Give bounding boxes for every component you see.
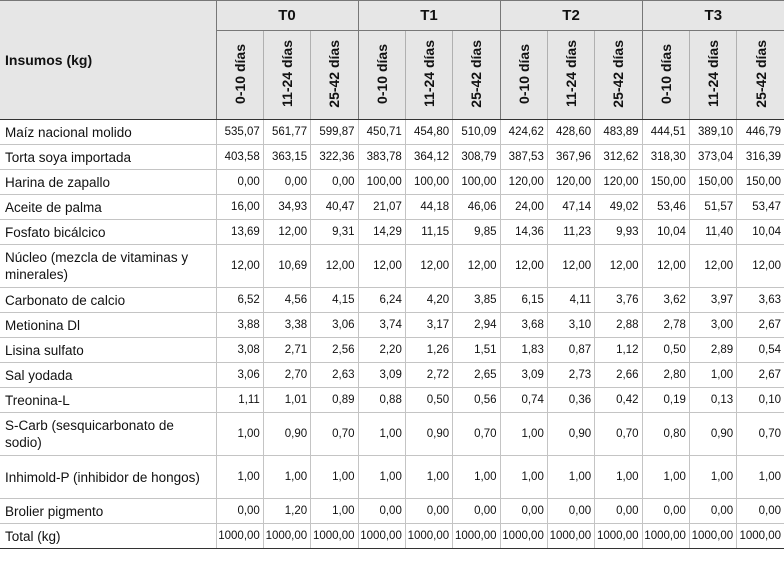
value-cell: 1,00 <box>405 456 452 499</box>
value-cell: 100,00 <box>405 170 452 195</box>
value-cell: 0,70 <box>453 413 500 456</box>
value-cell: 1000,00 <box>405 524 452 549</box>
period-header <box>311 31 358 120</box>
value-cell: 1,01 <box>263 388 310 413</box>
value-cell: 47,14 <box>547 195 594 220</box>
value-cell: 2,71 <box>263 338 310 363</box>
value-cell: 14,36 <box>500 220 547 245</box>
value-cell: 21,07 <box>358 195 405 220</box>
value-cell: 0,50 <box>642 338 689 363</box>
table-row <box>0 413 784 456</box>
value-cell: 0,80 <box>642 413 689 456</box>
total-row <box>0 524 784 549</box>
value-cell: 1,11 <box>216 388 263 413</box>
value-cell: 1000,00 <box>311 524 358 549</box>
table-row <box>0 170 784 195</box>
period-header <box>737 31 784 120</box>
value-cell: 316,39 <box>737 145 784 170</box>
value-cell: 2,70 <box>263 363 310 388</box>
value-cell: 3,62 <box>642 288 689 313</box>
period-header <box>642 31 689 120</box>
value-cell: 1,26 <box>405 338 452 363</box>
value-cell: 0,00 <box>216 499 263 524</box>
value-cell: 12,00 <box>642 245 689 288</box>
value-cell: 2,73 <box>547 363 594 388</box>
insumo-label: Inhimold-P (inhibidor de hongos) <box>0 456 216 499</box>
value-cell: 561,77 <box>263 120 310 145</box>
value-cell: 0,89 <box>311 388 358 413</box>
table-row <box>0 313 784 338</box>
table-row <box>0 363 784 388</box>
value-cell: 100,00 <box>358 170 405 195</box>
group-header-t0: T0 <box>216 1 358 31</box>
value-cell: 0,00 <box>311 170 358 195</box>
value-cell: 3,09 <box>358 363 405 388</box>
value-cell: 2,63 <box>311 363 358 388</box>
table-row <box>0 338 784 363</box>
table-row <box>0 195 784 220</box>
value-cell: 599,87 <box>311 120 358 145</box>
value-cell: 446,79 <box>737 120 784 145</box>
value-cell: 1000,00 <box>263 524 310 549</box>
insumo-label: Treonina-L <box>0 388 216 413</box>
value-cell: 12,00 <box>311 245 358 288</box>
table-row <box>0 145 784 170</box>
period-label: 25-42 días <box>752 39 769 108</box>
insumo-label: S-Carb (sesquicarbonato de sodio) <box>0 413 216 456</box>
value-cell: 12,00 <box>358 245 405 288</box>
period-label: 25-42 días <box>468 39 485 108</box>
value-cell: 12,00 <box>737 245 784 288</box>
value-cell: 14,29 <box>358 220 405 245</box>
value-cell: 3,17 <box>405 313 452 338</box>
value-cell: 1,00 <box>595 456 642 499</box>
value-cell: 1,00 <box>263 456 310 499</box>
value-cell: 10,04 <box>737 220 784 245</box>
value-cell: 0,87 <box>547 338 594 363</box>
value-cell: 12,00 <box>595 245 642 288</box>
value-cell: 387,53 <box>500 145 547 170</box>
value-cell: 0,90 <box>689 413 736 456</box>
period-header <box>405 31 452 120</box>
value-cell: 0,88 <box>358 388 405 413</box>
value-cell: 1,00 <box>689 456 736 499</box>
value-cell: 3,88 <box>216 313 263 338</box>
value-cell: 1,00 <box>358 456 405 499</box>
value-cell: 2,88 <box>595 313 642 338</box>
value-cell: 12,00 <box>453 245 500 288</box>
value-cell: 150,00 <box>689 170 736 195</box>
group-header-row <box>0 1 784 31</box>
value-cell: 1000,00 <box>547 524 594 549</box>
table-row <box>0 388 784 413</box>
period-label: 25-42 días <box>326 39 343 108</box>
value-cell: 308,79 <box>453 145 500 170</box>
value-cell: 424,62 <box>500 120 547 145</box>
period-label: 11-24 días <box>705 40 722 107</box>
value-cell: 3,74 <box>358 313 405 338</box>
value-cell: 450,71 <box>358 120 405 145</box>
table-row <box>0 499 784 524</box>
insumos-header: Insumos (kg) <box>0 1 216 120</box>
value-cell: 1,00 <box>642 456 689 499</box>
value-cell: 0,00 <box>358 499 405 524</box>
value-cell: 0,42 <box>595 388 642 413</box>
value-cell: 0,90 <box>547 413 594 456</box>
value-cell: 12,00 <box>216 245 263 288</box>
value-cell: 0,00 <box>405 499 452 524</box>
value-cell: 1,00 <box>311 499 358 524</box>
insumo-label: Núcleo (mezcla de vitaminas y minerales) <box>0 245 216 288</box>
value-cell: 0,90 <box>405 413 452 456</box>
value-cell: 100,00 <box>453 170 500 195</box>
value-cell: 9,85 <box>453 220 500 245</box>
value-cell: 1,00 <box>358 413 405 456</box>
value-cell: 1000,00 <box>689 524 736 549</box>
table-row <box>0 120 784 145</box>
value-cell: 4,56 <box>263 288 310 313</box>
value-cell: 389,10 <box>689 120 736 145</box>
value-cell: 13,69 <box>216 220 263 245</box>
value-cell: 0,54 <box>737 338 784 363</box>
value-cell: 0,50 <box>405 388 452 413</box>
insumo-label: Aceite de palma <box>0 195 216 220</box>
value-cell: 0,00 <box>216 170 263 195</box>
value-cell: 11,23 <box>547 220 594 245</box>
value-cell: 3,09 <box>500 363 547 388</box>
value-cell: 454,80 <box>405 120 452 145</box>
value-cell: 3,08 <box>216 338 263 363</box>
period-label: 11-24 días <box>421 40 437 107</box>
insumo-label: Torta soya importada <box>0 145 216 170</box>
value-cell: 1000,00 <box>216 524 263 549</box>
period-header <box>216 31 263 120</box>
value-cell: 4,15 <box>311 288 358 313</box>
insumo-label: Brolier pigmento <box>0 499 216 524</box>
value-cell: 120,00 <box>595 170 642 195</box>
value-cell: 3,76 <box>595 288 642 313</box>
value-cell: 120,00 <box>500 170 547 195</box>
value-cell: 1,51 <box>453 338 500 363</box>
value-cell: 1000,00 <box>453 524 500 549</box>
period-label: 11-24 días <box>278 40 295 107</box>
insumo-label: Lisina sulfato <box>0 338 216 363</box>
table-body <box>0 120 784 549</box>
value-cell: 0,70 <box>737 413 784 456</box>
value-cell: 1,00 <box>500 413 547 456</box>
value-cell: 3,00 <box>689 313 736 338</box>
value-cell: 2,80 <box>642 363 689 388</box>
value-cell: 1,00 <box>500 456 547 499</box>
value-cell: 2,56 <box>311 338 358 363</box>
value-cell: 2,67 <box>737 313 784 338</box>
period-label: 0-10 días <box>231 43 248 104</box>
period-label: 11-24 días <box>563 40 580 107</box>
value-cell: 53,46 <box>642 195 689 220</box>
insumo-label: Harina de zapallo <box>0 170 216 195</box>
period-label: 0-10 días <box>373 43 390 104</box>
value-cell: 383,78 <box>358 145 405 170</box>
value-cell: 1,20 <box>263 499 310 524</box>
value-cell: 1000,00 <box>737 524 784 549</box>
group-header-t2: T2 <box>500 1 642 31</box>
value-cell: 1000,00 <box>500 524 547 549</box>
value-cell: 44,18 <box>405 195 452 220</box>
value-cell: 0,00 <box>453 499 500 524</box>
value-cell: 12,00 <box>500 245 547 288</box>
value-cell: 3,63 <box>737 288 784 313</box>
value-cell: 16,00 <box>216 195 263 220</box>
insumo-label: Metionina Dl <box>0 313 216 338</box>
period-header <box>453 31 500 120</box>
value-cell: 0,00 <box>737 499 784 524</box>
value-cell: 120,00 <box>547 170 594 195</box>
value-cell: 0,00 <box>500 499 547 524</box>
period-header <box>500 31 547 120</box>
value-cell: 4,11 <box>547 288 594 313</box>
insumo-label: Fosfato bicálcico <box>0 220 216 245</box>
insumo-label: Total (kg) <box>0 524 216 549</box>
value-cell: 373,04 <box>689 145 736 170</box>
value-cell: 9,93 <box>595 220 642 245</box>
value-cell: 428,60 <box>547 120 594 145</box>
value-cell: 312,62 <box>595 145 642 170</box>
insumo-label: Sal yodada <box>0 363 216 388</box>
period-label: 0-10 días <box>657 43 674 104</box>
value-cell: 0,10 <box>737 388 784 413</box>
value-cell: 0,56 <box>453 388 500 413</box>
value-cell: 0,74 <box>500 388 547 413</box>
value-cell: 1000,00 <box>595 524 642 549</box>
value-cell: 12,00 <box>547 245 594 288</box>
value-cell: 318,30 <box>642 145 689 170</box>
value-cell: 403,58 <box>216 145 263 170</box>
value-cell: 6,15 <box>500 288 547 313</box>
value-cell: 2,72 <box>405 363 452 388</box>
value-cell: 364,12 <box>405 145 452 170</box>
value-cell: 3,85 <box>453 288 500 313</box>
value-cell: 2,65 <box>453 363 500 388</box>
value-cell: 51,57 <box>689 195 736 220</box>
value-cell: 3,68 <box>500 313 547 338</box>
group-header-t1: T1 <box>358 1 500 31</box>
value-cell: 49,02 <box>595 195 642 220</box>
value-cell: 3,06 <box>216 363 263 388</box>
value-cell: 0,00 <box>547 499 594 524</box>
value-cell: 10,04 <box>642 220 689 245</box>
value-cell: 4,20 <box>405 288 452 313</box>
value-cell: 1,12 <box>595 338 642 363</box>
value-cell: 1,00 <box>689 363 736 388</box>
value-cell: 2,20 <box>358 338 405 363</box>
period-label: 25-42 días <box>610 39 627 108</box>
value-cell: 510,09 <box>453 120 500 145</box>
value-cell: 0,19 <box>642 388 689 413</box>
value-cell: 1,00 <box>311 456 358 499</box>
value-cell: 3,97 <box>689 288 736 313</box>
value-cell: 535,07 <box>216 120 263 145</box>
value-cell: 9,31 <box>311 220 358 245</box>
table-row <box>0 456 784 499</box>
value-cell: 0,36 <box>547 388 594 413</box>
value-cell: 1000,00 <box>642 524 689 549</box>
value-cell: 46,06 <box>453 195 500 220</box>
value-cell: 0,70 <box>595 413 642 456</box>
value-cell: 2,66 <box>595 363 642 388</box>
period-label: 0-10 días <box>515 43 532 104</box>
value-cell: 0,00 <box>642 499 689 524</box>
value-cell: 1,00 <box>547 456 594 499</box>
value-cell: 1,00 <box>737 456 784 499</box>
value-cell: 11,40 <box>689 220 736 245</box>
table-row <box>0 245 784 288</box>
value-cell: 6,52 <box>216 288 263 313</box>
value-cell: 483,89 <box>595 120 642 145</box>
value-cell: 1000,00 <box>358 524 405 549</box>
value-cell: 0,00 <box>595 499 642 524</box>
period-header <box>689 31 736 120</box>
value-cell: 367,96 <box>547 145 594 170</box>
value-cell: 0,90 <box>263 413 310 456</box>
value-cell: 1,00 <box>216 456 263 499</box>
value-cell: 6,24 <box>358 288 405 313</box>
table-header <box>0 1 784 120</box>
value-cell: 0,13 <box>689 388 736 413</box>
value-cell: 10,69 <box>263 245 310 288</box>
value-cell: 1,00 <box>453 456 500 499</box>
value-cell: 1,83 <box>500 338 547 363</box>
value-cell: 3,10 <box>547 313 594 338</box>
value-cell: 150,00 <box>737 170 784 195</box>
value-cell: 0,70 <box>311 413 358 456</box>
value-cell: 2,89 <box>689 338 736 363</box>
value-cell: 3,06 <box>311 313 358 338</box>
value-cell: 363,15 <box>263 145 310 170</box>
value-cell: 12,00 <box>689 245 736 288</box>
value-cell: 12,00 <box>405 245 452 288</box>
value-cell: 34,93 <box>263 195 310 220</box>
insumo-label: Carbonato de calcio <box>0 288 216 313</box>
value-cell: 2,94 <box>453 313 500 338</box>
value-cell: 12,00 <box>263 220 310 245</box>
insumo-label: Maíz nacional molido <box>0 120 216 145</box>
value-cell: 1,00 <box>216 413 263 456</box>
value-cell: 53,47 <box>737 195 784 220</box>
value-cell: 2,78 <box>642 313 689 338</box>
value-cell: 0,00 <box>263 170 310 195</box>
value-cell: 0,00 <box>689 499 736 524</box>
value-cell: 322,36 <box>311 145 358 170</box>
period-header <box>358 31 405 120</box>
value-cell: 24,00 <box>500 195 547 220</box>
value-cell: 40,47 <box>311 195 358 220</box>
period-header <box>263 31 310 120</box>
group-header-t3: T3 <box>642 1 784 31</box>
value-cell: 3,38 <box>263 313 310 338</box>
value-cell: 150,00 <box>642 170 689 195</box>
value-cell: 2,67 <box>737 363 784 388</box>
value-cell: 11,15 <box>405 220 452 245</box>
table-row <box>0 220 784 245</box>
table-row <box>0 288 784 313</box>
value-cell: 444,51 <box>642 120 689 145</box>
period-header <box>547 31 594 120</box>
period-header <box>595 31 642 120</box>
